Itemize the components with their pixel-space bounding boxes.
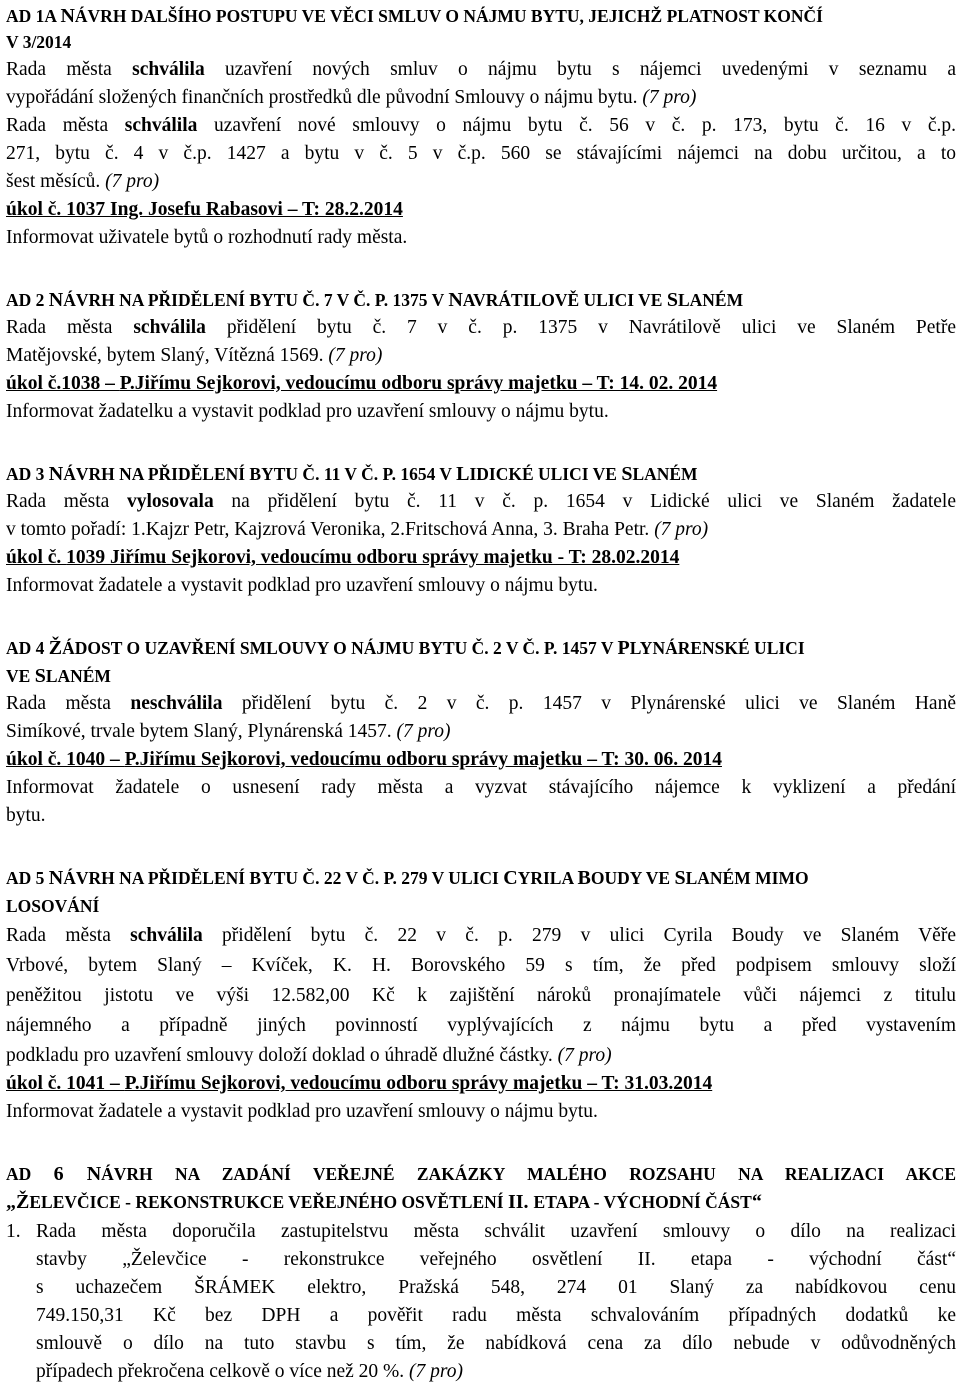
section-6-list-text: případech překročena celkově o více než 20 %. (7 pro): [36, 1361, 464, 1382]
section-1a-resolution-2: Rada města schválila uzavření nové smlouvy o nájmu bytu č. 56 v č. p. 173, bytu č. 16 v č.p.: [6, 115, 956, 136]
section-2-text: Matějovské, bytem Slaný, Vítězná 1569. (7 pro): [6, 345, 383, 366]
section-6-heading: AD 6 NÁVRH NA ZADÁNÍ VEŘEJNÉ ZAKÁZKY MALÉHO ROZSAHU NA REALIZACI AKCE: [6, 1163, 957, 1185]
section-1a-task: úkol č. 1037 Ing. Josefu Rabasovi – T: 28.2.2014: [6, 199, 403, 220]
section-5-heading: AD 5 NÁVRH NA PŘIDĚLENÍ BYTU Č. 22 V Č. P. 279 V ULICI CYRILA BOUDY VE SLANÉM MIMO: [6, 867, 809, 889]
list-number: 1.: [6, 1221, 21, 1242]
section-5-text: Vrbové, bytem Slaný – Kvíček, K. H. Borovského 59 s tím, že před podpisem smlouvy složí: [6, 955, 956, 976]
section-1a-heading: AD 1A NÁVRH DALŠÍHO POSTUPU VE VĚCI SMLUV O NÁJMU BYTU, JEJICHŽ PLATNOST KONČÍ: [6, 5, 823, 27]
section-3-resolution: Rada města vylosovala na přidělení bytu č. 11 v č. p. 1654 v Lidické ulici ve Slaném žadatele: [6, 491, 956, 512]
section-2-heading: AD 2 NÁVRH NA PŘIDĚLENÍ BYTU Č. 7 V Č. P. 1375 V NAVRÁTILOVĚ ULICI VE SLANÉM: [6, 289, 744, 311]
section-6-list-item: 1. Rada města doporučila zastupitelstvu města schválit uzavření smlouvy o dílo na realizaci: [6, 1218, 956, 1246]
section-1a-inform: Informovat uživatele bytů o rozhodnutí rady města.: [6, 227, 408, 248]
vote-count: (7 pro): [409, 1361, 464, 1382]
section-4-text: Simíkové, trvale bytem Slaný, Plynárenská 1457. (7 pro): [6, 721, 451, 742]
section-6-heading-cont: „ŽELEVČICE - REKONSTRUKCE VEŘEJNÉHO OSVĚTLENÍ II. ETAPA - VÝCHODNÍ ČÁST“: [6, 1191, 762, 1213]
section-3-text: v tomto pořadí: 1.Kajzr Petr, Kajzrová Veronika, 2.Fritschová Anna, 3. Braha Petr. (7 pro): [6, 519, 709, 540]
vote-count: (7 pro): [105, 171, 160, 192]
section-3-task: úkol č. 1039 Jiřímu Sejkorovi, vedoucímu odboru správy majetku - T: 28.02.2014: [6, 547, 680, 568]
section-1a-text: šest měsíců. (7 pro): [6, 171, 160, 192]
section-1a-heading-cont: V 3/2014: [6, 32, 72, 52]
section-3-inform: Informovat žadatele a vystavit podklad pro uzavření smlouvy o nájmu bytu.: [6, 575, 598, 596]
section-4-heading-cont: VE SLANÉM: [6, 665, 111, 687]
vote-count: (7 pro): [328, 345, 383, 366]
section-1a-text: 271, bytu č. 4 v č.p. 1427 a bytu v č. 5 v č.p. 560 se stávajícími nájemci na dobu určitou, a to: [6, 143, 956, 164]
section-2-task: úkol č.1038 – P.Jiřímu Sejkorovi, vedoucímu odboru správy majetku – T: 14. 02. 2014: [6, 373, 718, 394]
section-5-text: podkladu pro uzavření smlouvy doloží doklad o úhradě dlužné částky. (7 pro): [6, 1045, 612, 1066]
section-5-task: úkol č. 1041 – P.Jiřímu Sejkorovi, vedoucímu odboru správy majetku – T: 31.03.2014: [6, 1073, 713, 1094]
vote-count: (7 pro): [396, 721, 451, 742]
vote-count: (7 pro): [642, 87, 697, 108]
section-4-resolution: Rada města neschválila přidělení bytu č. 2 v č. p. 1457 v Plynárenské ulici ve Slaném Haně: [6, 693, 956, 714]
section-4-inform: Informovat žadatele o usnesení rady města a vyzvat stávajícího nájemce k vyklizení a předání: [6, 777, 956, 798]
section-2-inform: Informovat žadatelku a vystavit podklad pro uzavření smlouvy o nájmu bytu.: [6, 401, 609, 422]
section-6-list-text: stavby „Želevčice - rekonstrukce veřejného osvětlení II. etapa - východní část“: [36, 1249, 956, 1270]
section-3-heading: AD 3 NÁVRH NA PŘIDĚLENÍ BYTU Č. 11 V Č. P. 1654 V LIDICKÉ ULICI VE SLANÉM: [6, 463, 698, 485]
section-5-inform: Informovat žadatele a vystavit podklad pro uzavření smlouvy o nájmu bytu.: [6, 1101, 598, 1122]
section-4-heading: AD 4 ŽÁDOST O UZAVŘENÍ SMLOUVY O NÁJMU BYTU Č. 2 V Č. P. 1457 V PLYNÁRENSKÉ ULICI: [6, 637, 805, 659]
section-6-list-text: s uchazečem ŠRÁMEK elektro, Pražská 548, 274 01 Slaný za nabídkovou cenu: [36, 1277, 956, 1298]
section-6-list-text: smlouvě o dílo na tuto stavbu s tím, že nabídková cena za dílo nebude v odůvodněných: [36, 1333, 956, 1354]
section-5-heading-cont: LOSOVÁNÍ: [6, 896, 100, 916]
section-5-resolution: Rada města schválila přidělení bytu č. 22 v č. p. 279 v ulici Cyrila Boudy ve Slaném Věře: [6, 925, 956, 946]
vote-count: (7 pro): [557, 1045, 612, 1066]
section-4-task: úkol č. 1040 – P.Jiřímu Sejkorovi, vedoucímu odboru správy majetku – T: 30. 06. 2014: [6, 749, 722, 770]
section-1a-resolution: Rada města schválila uzavření nových smluv o nájmu bytu s nájemci uvedenými v seznamu a: [6, 59, 956, 80]
section-4-inform-cont: bytu.: [6, 805, 46, 826]
section-6-list-text: 749.150,31 Kč bez DPH a pověřit radu města schvalováním případných dodatků ke: [36, 1305, 956, 1326]
vote-count: (7 pro): [654, 519, 709, 540]
section-5-text: nájemného a případně jiných povinností vyplývajících z nájmu bytu a před vystavením: [6, 1015, 956, 1036]
section-2-resolution: Rada města schválila přidělení bytu č. 7 v č. p. 1375 v Navrátilově ulici ve Slaném Petře: [6, 317, 956, 338]
section-5-text: peněžitou jistotu ve výši 12.582,00 Kč k zajištění nároků pronajímatele vůči nájemci z titulu: [6, 985, 956, 1006]
section-1a-text: vypořádání složených finančních prostředků dle původní Smlouvy o nájmu bytu. (7 pro): [6, 87, 697, 108]
